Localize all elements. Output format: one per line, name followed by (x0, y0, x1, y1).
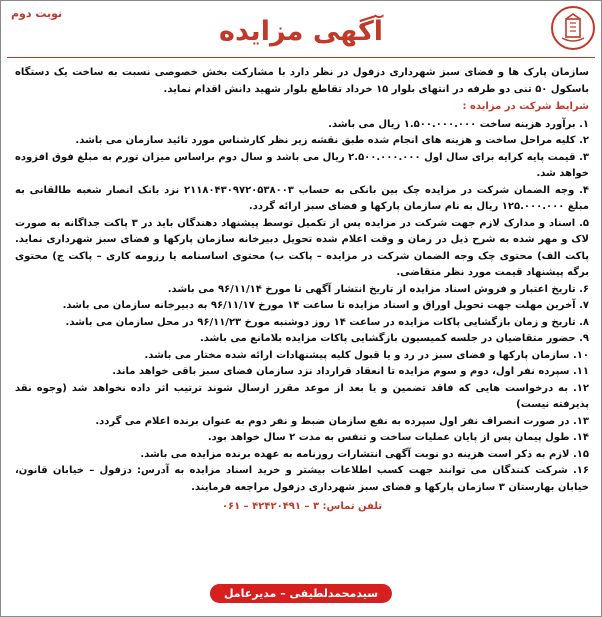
condition-item: ۳. قیمت پایه کرایه برای سال اول ۲.۵۰۰.۰۰۰.۰۰۰ ریال می باشد و سال دوم براساس میزان تورم به مبلغ فوق افزوده خواهد شد. (15, 151, 590, 179)
condition-item: ۴. وجه الضمان شرکت در مزایده چک بین بانکی به حساب ۲۱۱۸۰۴۳۰۹۷۲۰۵۳۸۰۰۳ نزد بانک انصار شعبه طالقانی به مبلغ ۱۲۵.۰۰۰.۰۰۰ ریال به نام سازمان پارکها و فضای سبز ارائه گردد. (15, 184, 589, 212)
condition-item: ۱۱. سپرده نفر اول، دوم و سوم مزایده تا انعقاد قرارداد نزد سازمان فضای سبز باقی خواهد ماند. (112, 366, 589, 377)
condition-item: ۱. برآورد هزینه ساخت ۱.۵۰۰.۰۰۰.۰۰۰ ریال می باشد. (328, 118, 589, 130)
intro-paragraph: سازمان پارک ها و فضای سبز شهرداری دزفول در نظر دارد با مشارکت بخش خصوصی نسبت به ساخت یک دستگاه باسکول ۵۰ تنی دو طرفه در انتهای بلوار ۱۵ خرداد تقاطع بلوار شهید دانش اقدام نماید. (15, 67, 589, 95)
condition-item: ۶. تاریخ اعتبار و فروش اسناد مزایده از تاریخ انتشار آگهی تا مورخ ۹۶/۱۱/۱۴ می باشد. (167, 283, 589, 295)
condition-item: ۲. کلیه مراحل ساخت و هزینه های انجام شده طبق نقشه زیر نظر کارشناس مورد تائید سازمان می باشد. (75, 135, 589, 146)
condition-item: ۸. تاریخ و زمان بازگشایی پاکات مزایده در ساعت ۱۴ روز دوشنبه مورخ ۹۶/۱۱/۲۳ در محل سازمان می باشد. (65, 316, 589, 328)
notice-body (15, 65, 589, 516)
conditions-heading: شرایط شرکت در مزایده : (462, 101, 589, 112)
condition-item: ۷. آخرین مهلت جهت تحویل اوراق و اسناد مزایده تا ساعت ۱۴ مورخ ۹۶/۱۱/۱۷ به دبیرخانه سازمان می باشد. (62, 300, 589, 311)
condition-item: ۱۵. لازم به ذکر است هزینه دو نوبت آگهی انتشارات روزنامه به عهده برنده مزایده می باشد. (140, 448, 589, 460)
condition-item: ۹. حضور متقاضیان در جلسه کمیسیون بازگشایی پاکات مزایده بلامانع می باشد. (199, 333, 589, 344)
title-divider (7, 57, 595, 58)
condition-item: ۵. اسناد و مدارک لازم جهت شرکت در مزایده پس از تکمیل توسط پیشنهاد دهندگان باید در ۳ پاکت جداگانه به صورت لاک و مهر شده به شرح ذیل در زمان و وقت اعلام شده تحویل دبیرخانه سازمان پارکها و فضای سبز شهرداری نماید. پاکت الف) محتوی چک وجه الضمان شرکت در مزایده – پاکت ب) محتوی اساسنامه یا رزومه کاری – پاکت ج) محتوی برگه پیشنهاد قیمت مورد نظر متقاضی. (15, 217, 589, 278)
publication-turn-label: نوبت دوم (11, 7, 63, 20)
condition-item: ۱۶. شرکت کنندگان می توانند جهت کسب اطلاعات بیشتر و خرید اسناد مزایده به آدرس: دزفول – خیابان قانون، خیابان بهارستان ۳ سازمان پارکها و فضای سبز شهرداری دزفول مراجعه فرمایند. (15, 465, 589, 493)
page-title: آگهی مزایده (219, 16, 383, 47)
condition-item: ۱۳. در صورت انصراف نفر اول سپرده به نفع سازمان ضبط و نفر دوم به عنوان برنده اعلام می گردد. (95, 415, 589, 427)
condition-item: ۱۰. سازمان پارکها و فضای سبز در رد و یا قبول کلیه پیشنهادات ارائه شده مختار می باشد. (144, 349, 589, 361)
condition-item: ۱۲. به درخواست هایی که فاقد تضمین و یا بعد از موعد مقرر ارسال شوند ترتیب اثر داده نخواهد شد (وجوه نقد پذیرفته نیست) (15, 382, 589, 410)
contact-phone: تلفن تماس: ۳ – ۴۲۴۲۰۴۹۱ – ۰۶۱ (221, 501, 383, 512)
condition-item: ۱۴. طول پیمان پس از پایان عملیات ساخت و تنفس به مدت ۲ سال خواهد بود. (207, 432, 589, 443)
signature-badge: سیدمحمدلطیفی – مدیرعامل (210, 584, 392, 603)
